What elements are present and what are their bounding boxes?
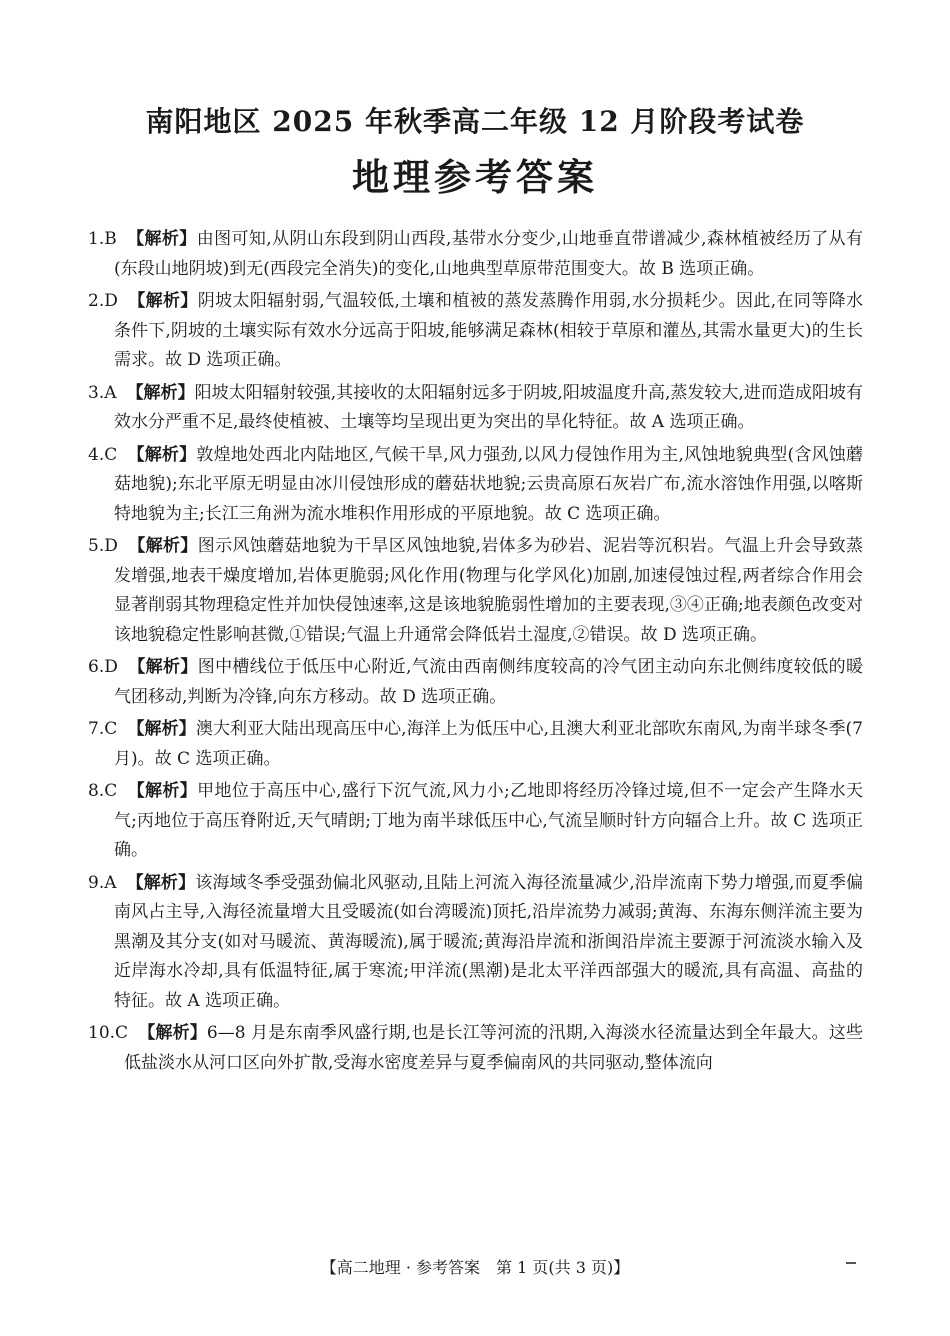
answer-letter: B bbox=[104, 229, 117, 249]
answer-item bbox=[88, 1019, 863, 1078]
exam-title: 南阳地区 2025 年秋季高二年级 12 月阶段考试卷 bbox=[145, 105, 805, 138]
analysis-text: 图示风蚀蘑菇地貌为干旱区风蚀地貌,岩体多为砂岩、泥岩等沉积岩。气温上升会导致蒸发增强,地表干燥度增加,岩体更脆弱;风化作用(物理与化学风化)加剧,加速侵蚀过程,两者综合作用会显著削弱其物理稳定性并加快侵蚀速率,这是该地貌脆弱性增加的主要表现,③④正确;地表颜色改变对该地貌稳定性影响甚微,①错误;气温上升通常会降低岩土湿度,②错误。故 D 选项正确。 bbox=[114, 536, 863, 645]
question-number: 1. bbox=[88, 229, 105, 249]
analysis-text: 甲地位于高压中心,盛行下沉气流,风力小;乙地即将经历冷锋过境,但不一定会产生降水天气;丙地位于高压脊附近,天气晴朗;丁地为南半球低压中心,气流呈顺时针方向辐合上升。故 C 选项正确。 bbox=[114, 781, 864, 860]
answer-item bbox=[88, 379, 863, 438]
question-number: 3. bbox=[88, 382, 105, 403]
analysis-tag: 【解析】 bbox=[127, 657, 198, 677]
answer-letter: D bbox=[104, 536, 118, 556]
analysis-tag: 【解析】 bbox=[127, 781, 198, 801]
answer-item bbox=[88, 653, 863, 712]
answer-letter: A bbox=[104, 872, 117, 893]
answer-letter: C bbox=[104, 444, 118, 465]
analysis-text: 由图可知,从阴山东段到阴山西段,基带水分变少,山地垂直带谱减少,森林植被经历了从有(东段山地阴坡)到无(西段完全消失)的变化,山地典型草原带范围变大。故 B 选项正确。 bbox=[114, 229, 863, 279]
question-number: 9. bbox=[88, 872, 105, 893]
analysis-text: 澳大利亚大陆出现高压中心,海洋上为低压中心,且澳大利亚北部吹东南风,为南半球冬季(7 月)。故 C 选项正确。 bbox=[114, 719, 864, 769]
answer-item bbox=[88, 777, 863, 866]
answer-item bbox=[88, 532, 863, 650]
question-number: 2. bbox=[88, 291, 105, 311]
question-number: 10. bbox=[88, 1023, 116, 1043]
answer-letter: C bbox=[104, 781, 118, 801]
answer-list bbox=[88, 225, 863, 1081]
question-number: 6. bbox=[88, 657, 105, 677]
analysis-tag: 【解析】 bbox=[127, 291, 198, 311]
answer-letter: D bbox=[104, 657, 118, 677]
answer-letter: A bbox=[104, 382, 117, 403]
analysis-tag: 【解析】 bbox=[127, 444, 197, 465]
analysis-tag: 【解析】 bbox=[127, 536, 198, 556]
question-number: 5. bbox=[88, 536, 105, 556]
analysis-tag: 【解析】 bbox=[126, 229, 197, 249]
answer-letter: C bbox=[104, 719, 118, 739]
answer-key-heading: 地理参考答案 bbox=[352, 156, 598, 199]
analysis-tag: 【解析】 bbox=[126, 382, 195, 403]
corner-mark bbox=[846, 1262, 856, 1264]
answer-item bbox=[88, 287, 863, 376]
question-number: 4. bbox=[88, 444, 105, 465]
question-number: 8. bbox=[88, 781, 105, 801]
analysis-text: 阴坡太阳辐射弱,气温较低,土壤和植被的蒸发蒸腾作用弱,水分损耗少。因此,在同等降水条件下,阴坡的土壤实际有效水分远高于阳坡,能够满足森林(相较于草原和灌丛,其需水量更大)的生长需求。故 D 选项正确。 bbox=[114, 291, 863, 370]
analysis-tag: 【解析】 bbox=[127, 719, 196, 739]
page-footer: 【高二地理 · 参考答案 第 1 页(共 3 页)】 bbox=[320, 1258, 630, 1277]
analysis-text: 敦煌地处西北内陆地区,气候干旱,风力强劲,以风力侵蚀作用为主,风蚀地貌典型(含风蚀蘑菇地貌);东北平原无明显由冰川侵蚀形成的蘑菇状地貌;云贵高原石灰岩广布,流水溶蚀作用强,以喀斯特地貌为主;长江三角洲为流水堆积作用形成的平原地貌。故 C 选项正确。 bbox=[114, 444, 864, 524]
answer-item bbox=[88, 225, 863, 284]
analysis-text: 图中槽线位于低压中心附近,气流由西南侧纬度较高的冷气团主动向东北侧纬度较低的暖气团移动,判断为冷锋,向东方移动。故 D 选项正确。 bbox=[114, 657, 863, 707]
answer-letter: D bbox=[104, 291, 118, 311]
analysis-text: 6—8 月是东南季风盛行期,也是长江等河流的汛期,入海淡水径流量达到全年最大。这些低盐淡水从河口区向外扩散,受海水密度差异与夏季偏南风的共同驱动,整体流向 bbox=[124, 1023, 864, 1073]
answer-item bbox=[88, 869, 863, 1017]
answer-letter: C bbox=[115, 1023, 129, 1043]
analysis-text: 阳坡太阳辐射较强,其接收的太阳辐射远多于阴坡,阳坡温度升高,蒸发较大,进而造成阳坡有效水分严重不足,最终使植被、土壤等均呈现出更为突出的旱化特征。故 A 选项正确。 bbox=[114, 382, 863, 432]
analysis-text: 该海域冬季受强劲偏北风驱动,且陆上河流入海径流量减少,沿岸流南下势力增强,而夏季偏南风占主导,入海径流量增大且受暖流(如台湾暖流)顶托,沿岸流势力减弱;黄海、东海东侧洋流主要为黑潮及其分支(如对马暖流、黄海暖流),属于暖流;黄海沿岸流和浙闽沿岸流主要源于河流淡水输入及近岸海水冷却,具有低温特征,属于寒流;甲洋流(黑潮)是北太平洋西部强大的暖流,具有高温、高盐的特征。故 A 选项正确。 bbox=[114, 872, 863, 1011]
analysis-tag: 【解析】 bbox=[138, 1023, 207, 1043]
answer-item bbox=[88, 715, 863, 774]
question-number: 7. bbox=[88, 719, 105, 739]
analysis-tag: 【解析】 bbox=[126, 872, 196, 893]
answer-item bbox=[88, 441, 863, 530]
